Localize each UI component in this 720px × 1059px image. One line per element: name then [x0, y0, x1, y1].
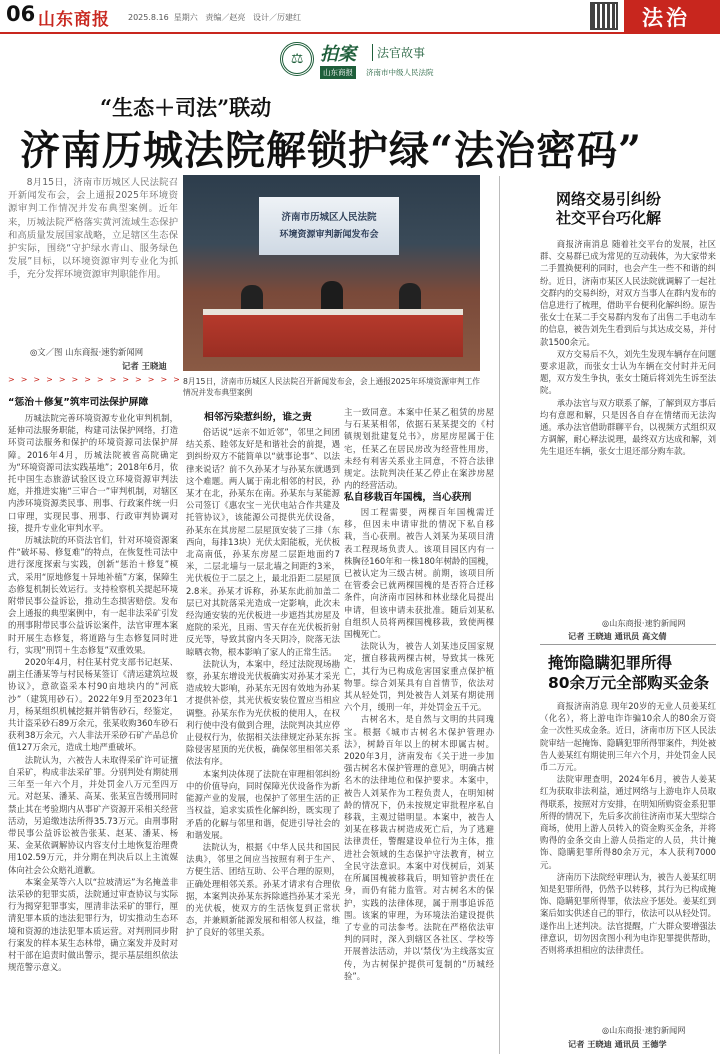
page-number: 06	[6, 2, 36, 26]
col-b-body	[186, 426, 340, 1057]
lead-text: 8月15日，济南市历城区人民法院召开新闻发布会，会上通报2025年环境资源审判工作情况并发布典型案例。近年来，历城法院严格落实黄河流域生态保护和高质量发展国家战略，立足辖区生态保护实际，围绕“守护绿水青山、服务绿色发展”目标，以环境资源审判专业化为抓手，充分发挥环境资源审判职能作用。	[8, 177, 178, 281]
headline-title: 济南历城法院解锁护绿“法治密码”	[20, 127, 643, 174]
col-c-heading: 私自移栽百年国槐，当心获刑	[344, 492, 472, 503]
column-banner	[280, 40, 450, 84]
col-c-intro	[344, 406, 494, 491]
side1-para: 承办法官与双方联系了解，了解到双方事后均有意愿和解，只是因各自存在情绪而无法沟通。承办法官借助群聊平台，以视频方式组织双方调解，耐心释法说理，最终双方达成和解，刘先生退还车辆，张女士退还部分购车款。	[540, 397, 716, 457]
sidebar-divider	[499, 176, 500, 1054]
col-b-para: 法院认为，本案中，经过法院现场勘察，孙某东增设光伏板确实对孙某才采光造成较大影响，孙某东无因有效地为孙某才提供补偿，其光伏板安装位置应当相应调整。孙某东作为光伏板的使用人，在权利行使中没有做到合理，法院判决其应停止侵权行为，依据相关法律规定孙某东拆除侵害屋顶的光伏板，确保邻里相邻关系依法有序。	[186, 658, 340, 767]
side2-para: 法院审理查明，2024年6月，被告人姜某红为获取非法利益，通过网络与上游电诈人员取得联系，按照对方安排，在明知所购资金系犯罪所得的情况下，先后多次前往济南市某大型综合商场，使用上游人员转入的资金购买金条，并将购得的金条交由上游人员指定的人员，共计掩饰、隐瞒犯罪所得80余万元，本人获利7000元。	[540, 774, 716, 870]
screen-line-2: 环境资源审判新闻发布会	[279, 230, 379, 240]
side2-byline-1: ◎山东商报·速豹新闻网	[602, 1025, 686, 1035]
paper-name: 山东商报	[38, 10, 110, 30]
side2-body	[540, 700, 716, 1022]
col-c-para: 古树名木，是自然与文明的共同瑰宝。根据《城市古树名木保护管理办法》，树龄百年以上的树木即属古树。2020年3月，济南发布《关于进一步加强古树名木保护管理的意见》，明确古树名木的法律地位和保护要求。本案中，被告人刘某作为工程负责人，在明知树龄的情况下，仍未按规定审批程序私自移栽，主观过错明显。本案中，被告人刘某在移栽古树造成死亡后，为了逃避法律责任，警醒建设单位行为主体，推进社会领域的生态保护守法教育，树立全民守法意识。本案中对伐树后，刘某在所属国槐被移栽后，明知管护责任在身，而仍有能力监管。对古树名木的保护，实践的法律体现，属于刑事追诉范围。该案的审理，为环境法治建设提供了专业的司法参考。法院在严格依法审判的同时，深入到辖区各社区、学校等开展普法活动，并以‘禁伐’为主线落实宣传，为古树保护提供可复制的“历城经验”。	[344, 714, 494, 981]
lead-byline-1: ◎文／图 山东商报·速豹新闻网	[30, 347, 144, 357]
more-arrows: >>>>>>>>>>>>>>	[8, 375, 186, 384]
col-a-para: 法院认为，六被告人未取得采矿许可证擅自采矿，构成非法采矿罪。分别判处有期徒刑三年至一年六个月，并处罚金八万元至四万元。对赵某、潘某、高某、张某宣告缓刑同时禁止其在考验期内从事矿产资源开采相关经营活动，另追缴违法所得35.73万元。由刑事附带民事公益诉讼被告张某、赵某、潘某、杨某、金某依调解协议内容支付土地恢复治理费用102.59万元，并分期在判决后以上主流媒体向社会公众赔礼道歉。	[8, 754, 178, 875]
col-a-heading: “惩治＋修复”筑牢司法保护屏障	[8, 397, 149, 408]
header-rule	[0, 32, 720, 34]
col-c-body	[344, 506, 494, 1057]
col-b-para: 法院认为，根据《中华人民共和国民法典》，邻里之间应当按照有利于生产、方便生活、团结互助、公平合理的原则，正确处理相邻关系。孙某才请求有合理依据，本案判决孙某东拆除遮挡孙某才采光的光伏板，使双方的生活恢复到正常状态，并兼顾新能源发展和相邻人权益，维护了良好的邻里关系。	[186, 841, 340, 938]
photo-screen	[259, 197, 399, 255]
photo-caption	[183, 376, 480, 402]
side1-title-line2: 社交平台巧化解	[556, 209, 662, 227]
col-a-para: 本案金某等六人以“拉坡清运”为名掩盖非法采砂的犯罪实质，法院通过审查协议与实际行为揭穿犯罪事实，厘清非法采矿的罪行，厘清犯罪本质的违法犯罪行为，切实推动生态环境和资源的违法犯罪本质运营。对判刑同步附行案发的样本某生态林带，确立案发并及时对村干部在追责时做出警示，提示基层组织依法规范警示意义。	[8, 876, 178, 973]
screen-line-1: 济南市历城区人民法院	[281, 212, 377, 223]
banner-sub1: 山东商报	[320, 66, 356, 79]
col-b-heading: 相邻污染惹纠纷，谁之责	[204, 412, 312, 423]
side2-para: 商报济南消息 现年20岁的无业人员姜某红（化名），将上游电诈诈骗10余人的80余万资金一次性买成金条。近日，济南市历下区人民法院审结一起掩饰、隐瞒犯罪所得罪案件，判处被告人姜某红有期徒刑三年六个月，并处罚金人民币二万元。	[540, 701, 716, 773]
court-emblem-icon: ⚖	[280, 42, 314, 76]
side1-title-line1: 网络交易引纠纷	[556, 190, 662, 208]
col-a-para: 2020年4月，村住某村党支部书记赵某、副主任潘某等与村民杨某签订《清运建筑垃圾协议》，意欲盗采本村90亩地块内的“河底沙”（建筑用砂石）。2022年9月至2023年1月，杨某组织机械挖掘并销售砂石，经鉴定，共计盗采砂石89万余元，张某收购360车砂石获利38万余元，六人非法开采砂石矿产品总价值127万余元，造成土地严重破坏。	[8, 657, 178, 753]
side1-byline-1: ◎山东商报·速豹新闻网	[602, 618, 686, 628]
side-separator	[540, 644, 716, 645]
side1-byline-2: 记者 王晓迪 通讯员 高文倩	[568, 631, 667, 641]
page-header	[0, 0, 720, 32]
col-a-para: 历城法院完善环境资源专业化审判机制，延伸司法服务职能，构建司法保护网络，打造环资司法服务和保护的环境资源司法保护屏障。2016年4月，历城法院被省高院确定为“环境资源司法实践基地”；2018年6月，依托中国生态旅游试验区设立环境资源审判法庭，并推进实施“三审合一”审判机制，对辖区内涉环境资源类民事、刑事、行政案件统一归口审理，实现民事、刑事、行政审判协调对接，提升专业化审判水平。	[8, 413, 178, 533]
col-b-para: 俗话说“远亲不如近邻”，邻里之间团结关系、睦邻友好是和谐社会的前提，遇到纠纷双方不能简单以“就事论事”、以法律来说话？前不久孙某才与孙某东就遇到这个难题。两人属于南北相邻的村民，孙某才在北，孙某东在南。孙某东与某能源公司签订《惠农宝－光伏电站合作共建及托管协议》，该能源公司提供光伏设备，孙某东在其房屋二层屋顶安装了三排（东西向，每排13块）光伏太阳能板，光伏板北高南低，孙某东房屋二层距地面约7米，二层北墙与一层北墙之间距约3米，光伏板位于二层之上，最北沿距二层屋顶2.8米。孙某才诉称，孙某东此前加盖二层已对其院落采光造成一定影响，此次未经沟通安装的光伏板进一步遮挡其房屋及庭院的采光，且雨、雪天存在光伏板折射反光等，导致其窗内冬天阴冷，院落无法晾晒衣物，根本影响了家人的正常生活。	[186, 427, 340, 657]
side2-para: 济南历下法院经审理认为，被告人姜某红明知是犯罪所得，仍然予以转移，其行为已构成掩饰、隐瞒犯罪所得罪，依法应予惩处。姜某红到案后如实供述自己的罪行，依法可以从轻处罚。遂作出上述判决。法官提醒，广大群众要增强法律意识，切勿因贪图小利为电诈犯罪提供帮助，否则将承担相应的法律责任。	[540, 871, 716, 956]
col-c-para: 因工程需要，两棵百年国槐需迁移，但因未申请审批的情况下私自移栽，当心获刑。被告人刘某为某项目清表工程现场负责人。该项目园区内有一株胸径160年和一株180年树龄的国槐，已被认定为三级古树。前期，该项目所在管委会已就两棵国槐的是否符合迁移条件，向济南市园林和林业绿化局提出申请，但该申请未获批准。随后刘某私自组织人员将两棵国槐移栽，致使两棵国槐死亡。	[344, 507, 494, 640]
section-tab	[624, 0, 720, 32]
headline-kicker: “生态＋司法”联动	[100, 95, 272, 120]
banner-brand: 拍案	[320, 44, 356, 65]
side1-para: 双方交易后不久，刘先生发现车辆存在问题要求退款，而张女士认为车辆在交付时并无问题，双方发生争执，张女士随后将刘先生诉至法院。	[540, 348, 716, 396]
qr-code-icon	[590, 2, 618, 30]
desk-top	[203, 309, 463, 315]
caption-text: 8月15日，济南市历城区人民法院召开新闻发布会，会上通报2025年环境资源审判工作情况并发布典型案例	[183, 377, 480, 397]
lead-paragraph	[8, 176, 178, 340]
side1-body	[540, 238, 716, 606]
col-c-para: 法院认为，被告人刘某违反国家规定，擅自移栽两棵古树，导致其一株死亡，其行为已构成危害国家重点保护植物罪。综合刘某具有自首情节，依法对其从轻处罚，判处被告人刘某有期徒刑六个月，缓刑一年，并处罚金五千元。	[344, 641, 494, 713]
side2-title	[548, 653, 718, 693]
press-desk	[203, 313, 463, 357]
header-meta: 2025.8.16 星期六 责编／赵亮 设计／厉建红	[128, 13, 302, 22]
press-conference-photo	[183, 175, 480, 371]
col-a-body	[8, 412, 178, 1057]
side2-title-line2: 80余万元全部购买金条	[548, 674, 710, 692]
side1-para: 商报济南消息 随着社交平台的发展，社区群、交易群已成为常见的互动载体，为大家带来二手置换便利的同时，也会产生一些不和谐的纠纷。近日，济南市某区人民法院就调解了一起社交群内的交易纠纷，对双方当事人在群内发布的信息进行了梳理，借助平台便利化解纠纷。原告张女士在某二手交易群内发布了出售二手电动车的信息，被告刘先生看到后与其达成交易，并付款1500余元。	[540, 239, 716, 347]
banner-sub2: 济南市中级人民法院	[366, 68, 434, 77]
side2-title-line1: 掩饰隐瞒犯罪所得	[548, 654, 673, 672]
col-a-para: 历城法院的环资法官们，针对环境资源案件“破坏易、修复难”的特点，在恢复性司法中进行深度探索与实践，创新“惩治＋修复”模式，采用“原地修复＋异地补植”方案，保障生态修复机制长效运行。支持检察机关提起环境附带民事公益诉讼，推动生态损害赔偿。发布会上通报的典型案例中，有一起非法采矿引发的刑事附带民事公益诉讼案件，法官审理本案时开展生态修复，将道路与生态修复同时进行，实现“刑罚＋生态修复”双重效果。	[8, 535, 178, 655]
col-b-para: 本案判决体现了法院在审理相邻纠纷中的价值导向，同时保障光伏设备作为新能源产业的发展，也保护了邻里生活的正当权益，追求实质性化解纠纷，既实现了矛盾的化解与邻里和谐，促进引导社会的和谐发展。	[186, 768, 340, 840]
banner-column: 法官故事	[372, 44, 425, 61]
side2-byline-2: 记者 王晓迪 通讯员 王德学	[568, 1039, 667, 1049]
col-c-intro-text: 主一致同意。本案中任某乙租赁的房屋与石某某相邻，依据石某某提交的《村镇规划批建复兑书》，房屋房屋属于住宅，任某乙在居民房改为经营性用房，未经有利害关系业主同意，不符合法律规定。法院判决任某乙停止在案涉房屋内的经营活动。	[344, 407, 494, 491]
side1-title	[556, 190, 716, 228]
section-label: 法治	[642, 6, 690, 30]
lead-byline-2: 记者 王晓迪	[122, 361, 167, 371]
